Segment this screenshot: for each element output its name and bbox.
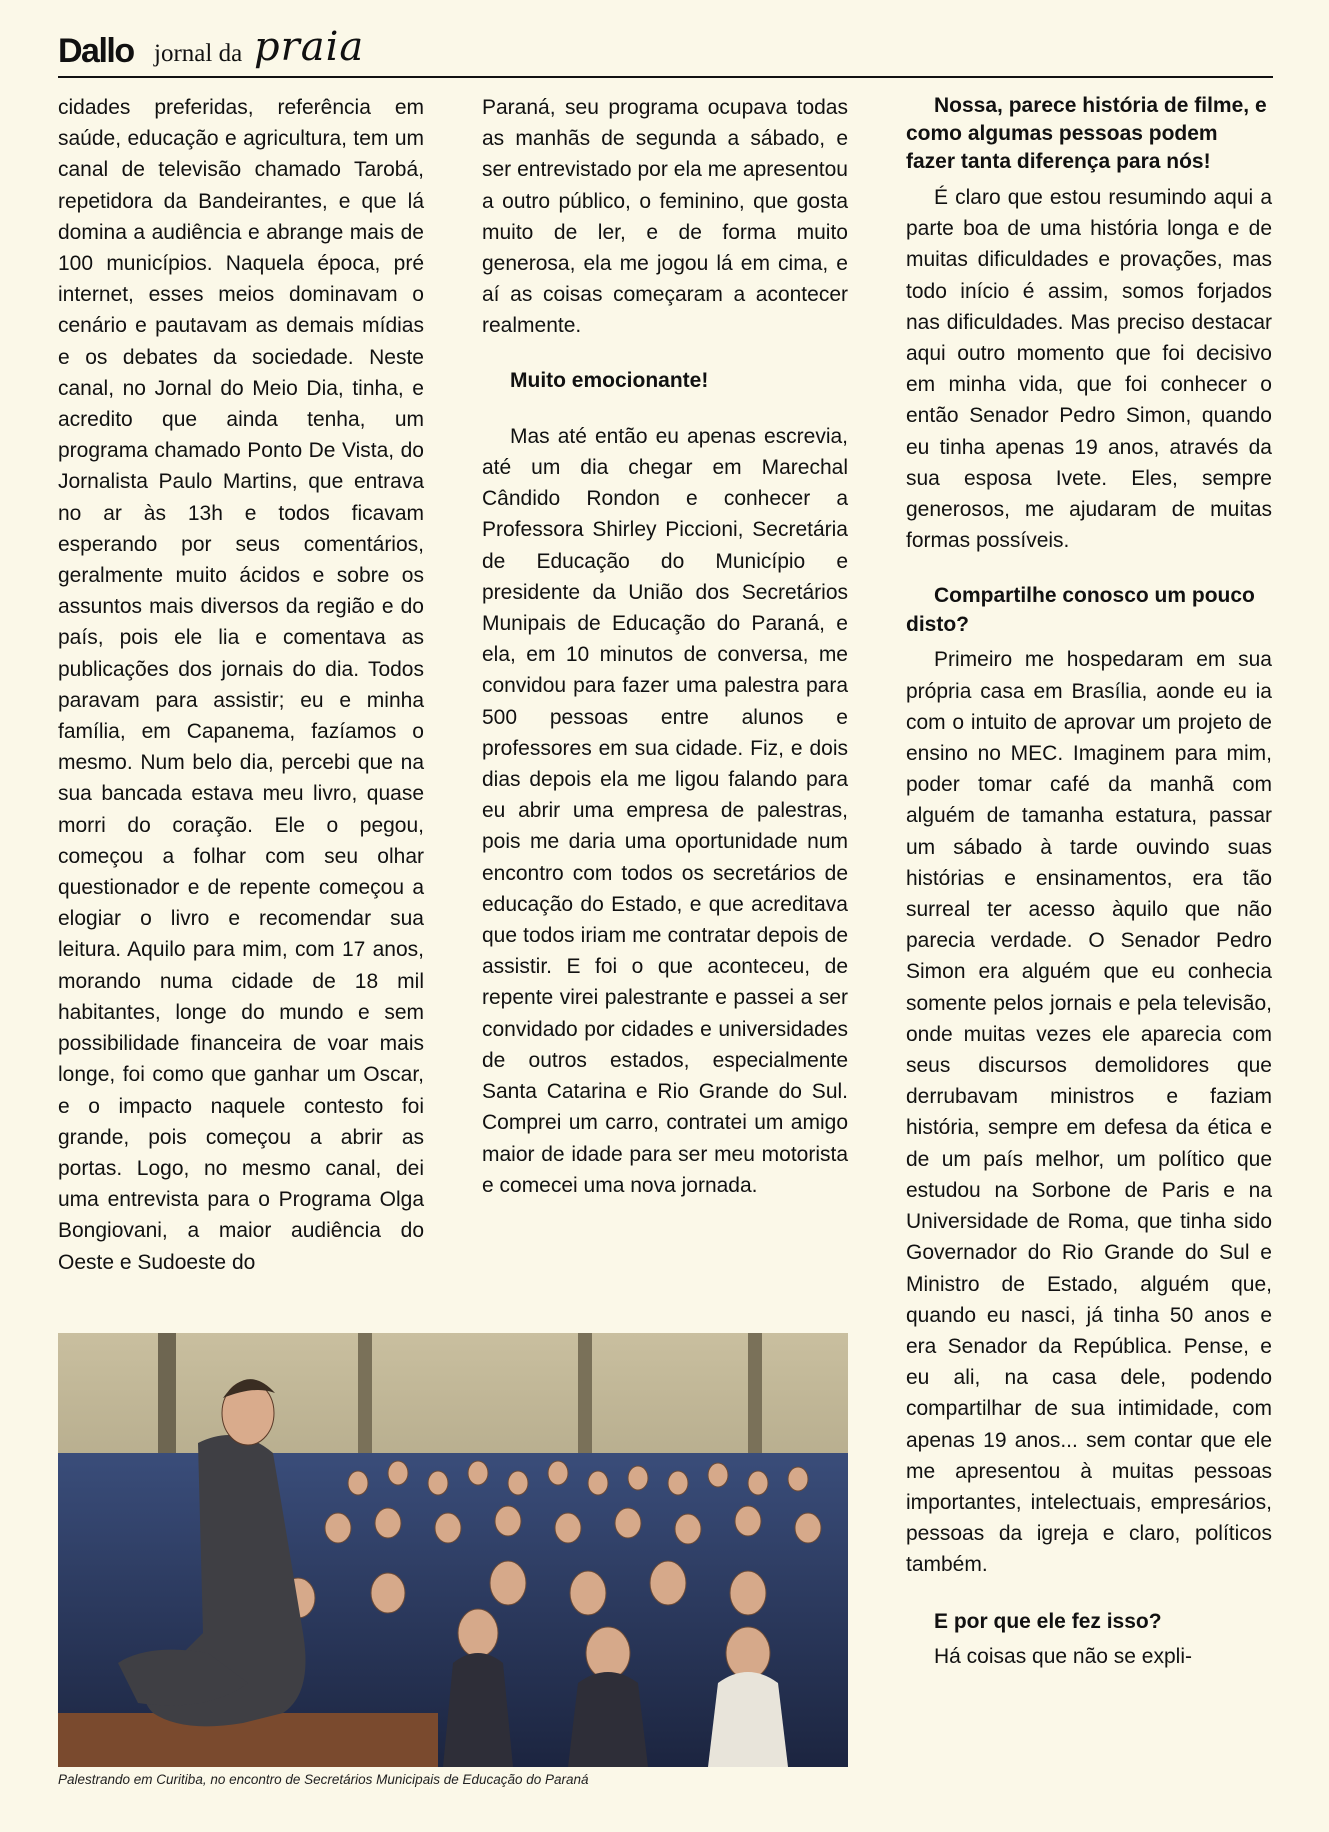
paragraph: cidades preferidas, referência em saúde, educação e agricultura, tem um canal de televisão chamado Tarobá, repetidora da Bandeirantes, e que lá domina a audiência e abrange mais de 100 municípios. Naquela época, pré internet, esses meios dominavam o cenário e pautavam as demais mídias e os debates da sociedade. Neste canal, no Jornal do Meio Dia, tinha, e acredito que ainda tenha, um programa chamado Ponto De Vista, do Jornalista Paulo Martins, que entrava no ar às 13h e todos ficavam esperando por seus comentários, geralmente muito ácidos e sobre os assuntos mais diversos da região e do país, pois ele lia e comentava as publicações dos jornais do dia. Todos paravam para assistir; eu e minha família, em Capanema, fazíamos o mesmo. Num belo dia, percebi que na sua bancada estava meu livro, quase morri do coração. Ele o pegou, começou a folhar com seu olhar questionador e de repente começou a elogiar o livro e recomendar sua leitura. Aquilo para mim, com 17 anos, morando numa cidade de 18 mil habitantes, longe do mundo e sem possibilidade financeira de voar mais longe, foi como que ganhar um Oscar, e o impacto naquele contesto foi grande, pois começou a abrir as portas. Logo, no mesmo canal, dei uma entrevista para o Programa Olga Bongiovani, a maior audiência do Oeste e Sudoeste do	[58, 96, 424, 1274]
paragraph: Mas até então eu apenas escrevia, até um dia chegar em Marechal Cândido Rondon e conhecer a Professora Shirley Piccioni, Secretária de Educação do Município e presidente da União dos Secretários Munipais de Educação do Paraná, e ela, em 10 minutos de conversa, me convidou para fazer uma palestra para 500 pessoas entre alunos e professores em sua cidade. Fiz, e dois dias depois ela me ligou falando para eu abrir uma empresa de palestras, pois me daria uma oportunidade num encontro com todos os secretários de educação do Estado, e que acreditava que todos iriam me contratar depois de assistir. E foi o que aconteceu, de repente virei palestrante e passei a ser convidado por cidades e universidades de outros estados, especialmente Santa Catarina e Rio Grande do Sul. Comprei um carro, contratei um amigo maior de idade para ser meu motorista e comecei uma nova jornada.	[482, 424, 848, 1197]
event-photo	[58, 1333, 848, 1767]
brand-logo: Dallo	[58, 32, 134, 70]
paragraph: Há coisas que não se expli-	[934, 1644, 1192, 1668]
article-column-2	[482, 92, 848, 1201]
brand-subtitle: jornal da	[154, 40, 243, 67]
paragraph: É claro que estou resumindo aqui a parte boa de uma história longa e de muitas dificuldades e provações, mas todo início é assim, somos forjados nas dificuldades. Mas preciso destacar aqui outro momento que foi decisivo em minha vida, que foi conhecer o então Senador Pedro Simon, quando eu tinha apenas 19 anos, através da sua esposa Ivete. Eles, sempre generosos, me ajudaram de muitas formas possíveis.	[906, 186, 1272, 553]
paragraph: Primeiro me hospedaram em sua própria casa em Brasília, aonde eu ia com o intuito de aprovar um projeto de ensino no MEC. Imaginem para mim, poder tomar café da manhã com alguém de tamanha estatura, passar um sábado à tarde ouvindo suas histórias e ensinamentos, era tão surreal ter acesso àquilo que não parecia verdade. O Senador Pedro Simon era alguém que eu conhecia somente pelos jornais e pela televisão, onde muitas vezes ele aparecia com seus discursos demolidores que derrubavam ministros e faziam história, sempre em defesa da ética e de um país melhor, um político que estudou na Sorbone de Paris e na Universidade de Roma, que tinha sido Governador do Rio Grande do Sul e Ministro de Estado, alguém que, quando eu nasci, já tinha 50 anos e era Senador da República. Pense, e eu ali, na casa dele, podendo compartilhar de sua intimidade, com apenas 19 anos... sem contar que ele me apresentou à muitas pessoas importantes, intelectuais, empresários, pessoas da igreja e claro, políticos também.	[906, 648, 1272, 1577]
header-divider	[58, 76, 1273, 78]
paragraph: Paraná, seu programa ocupava todas as manhãs de segunda a sábado, e ser entrevistado por ela me apresentou a outro público, o feminino, que gosta muito de ler, e de forma muito generosa, ela me jogou lá em cima, e aí as coisas começaram a acontecer realmente.	[482, 96, 848, 338]
article-column-3	[906, 92, 1272, 1672]
photo-caption: Palestrando em Curitiba, no encontro de Secretários Municipais de Educação do Paraná	[58, 1772, 589, 1787]
section-heading: Compartilhe conosco um pouco disto?	[906, 584, 1255, 637]
section-heading: Nossa, parece história de filme, e como algumas pessoas podem fazer tanta diferença para nós!	[906, 94, 1267, 173]
section-heading: E por que ele fez isso?	[934, 1609, 1162, 1633]
brand-script: praia	[254, 24, 365, 70]
section-heading: Muito emocionante!	[510, 368, 709, 392]
article-column-1	[58, 92, 424, 1278]
masthead	[58, 24, 1273, 80]
